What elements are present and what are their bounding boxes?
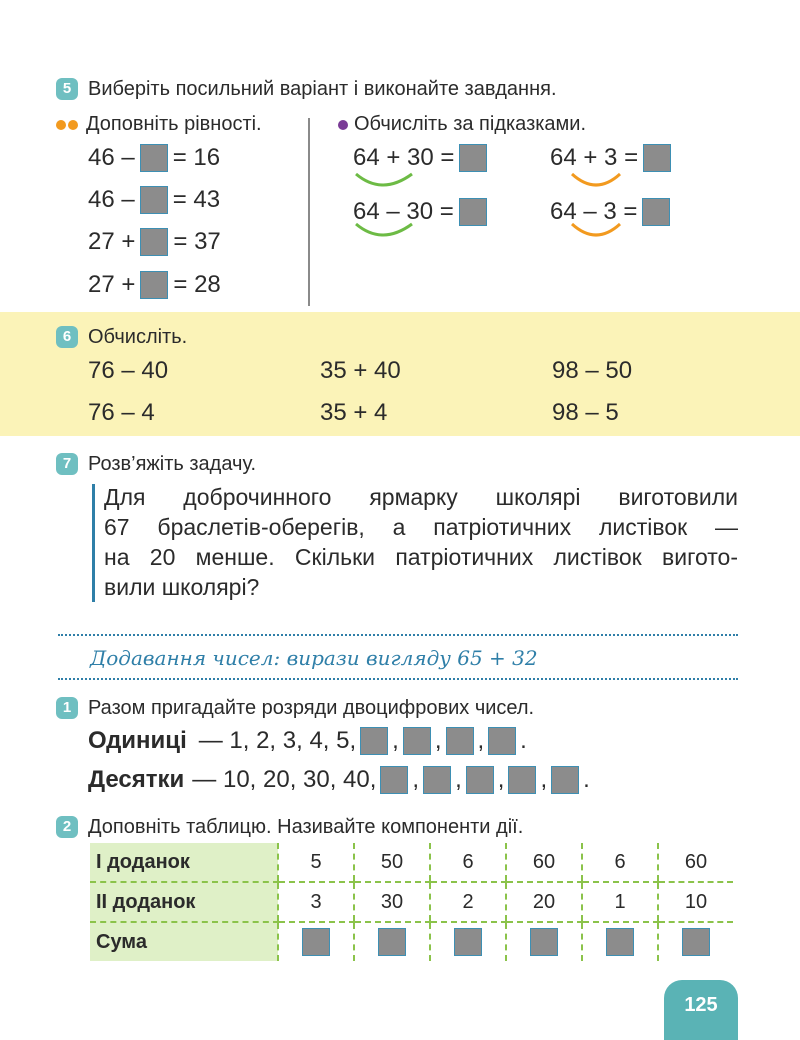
page-number: 125 [664, 980, 738, 1040]
table-cell: 10 [658, 882, 733, 922]
equation-row [88, 186, 220, 214]
table-cell: 60 [506, 843, 582, 882]
hint-arcs [350, 168, 690, 240]
orange-dot-icon [68, 120, 78, 130]
dotted-divider [58, 678, 738, 680]
units-row: Одиниці — 1, 2, 3, 4, 5, , , , . [88, 727, 527, 754]
answer-box[interactable] [423, 766, 451, 794]
equation-right: = 37 [173, 228, 221, 255]
table-cell: 30 [354, 882, 430, 922]
purple-dot-icon [338, 120, 348, 130]
answer-box[interactable] [488, 727, 516, 755]
problem-text [104, 482, 738, 602]
hint-expression: 64 + 3 = [550, 144, 639, 171]
table-cell: 60 [658, 843, 733, 882]
equation-row [88, 228, 221, 256]
answer-box[interactable] [403, 727, 431, 755]
dotted-divider [58, 634, 738, 636]
problem-line: на 20 менше. Скільки патріотичних листівок вигото- [104, 544, 738, 570]
table-cell: 50 [354, 843, 430, 882]
answer-box[interactable] [454, 928, 482, 956]
left-variant-header [56, 113, 262, 136]
equation-right: = 43 [172, 186, 221, 213]
problem-line: 67 браслетів-оберегів, а патріотичних листівок — [104, 514, 738, 540]
answer-box[interactable] [446, 727, 474, 755]
orange-arc-icon [572, 174, 620, 185]
equation-left: 46 – [88, 186, 135, 213]
hint-expression: 64 – 30 = [353, 198, 454, 225]
task-number-badge: 6 [56, 326, 78, 348]
column-divider [308, 118, 310, 306]
equation-right: = 16 [172, 144, 221, 171]
expression: 98 – 50 [552, 357, 633, 384]
orange-dot-icon [56, 120, 66, 130]
table-row [90, 843, 733, 882]
answer-box[interactable] [682, 928, 710, 956]
hint-expression: 64 + 30 = [353, 144, 455, 171]
tens-values: — 10, 20, 30, 40, [192, 766, 377, 793]
table-cell [278, 922, 354, 961]
table-cell: 6 [430, 843, 506, 882]
expression: 76 – 40 [88, 357, 169, 384]
right-variant-label: Обчисліть за підказками. [354, 113, 587, 135]
left-variant-label: Доповніть рівності. [86, 113, 262, 135]
task-number-badge: 2 [56, 816, 78, 838]
table-cell: 20 [506, 882, 582, 922]
hint-expression: 64 – 3 = [550, 198, 638, 225]
tens-row: Десятки — 10, 20, 30, 40, , , , , . [88, 766, 590, 793]
tens-label: Десятки [88, 766, 185, 793]
green-arc-icon [356, 224, 412, 235]
table-cell: 5 [278, 843, 354, 882]
row-label: ІІ доданок [90, 882, 278, 922]
equation-row [88, 144, 220, 172]
table-row [90, 922, 733, 961]
task-number-badge: 1 [56, 697, 78, 719]
equation-left: 46 – [88, 144, 135, 171]
row-label: Сума [90, 922, 278, 961]
table-cell [658, 922, 733, 961]
answer-box[interactable] [551, 766, 579, 794]
table-cell: 6 [582, 843, 658, 882]
problem-line: Для доброчинного ярмарку школярі виготовили [104, 484, 738, 510]
equation-right: = 28 [173, 271, 221, 298]
addition-table [90, 843, 733, 961]
table-cell [506, 922, 582, 961]
expression: 76 – 4 [88, 399, 155, 426]
equation-row [88, 271, 221, 299]
expression: 35 + 4 [320, 399, 388, 426]
answer-box[interactable] [378, 928, 406, 956]
table-cell: 2 [430, 882, 506, 922]
answer-box[interactable] [360, 727, 388, 755]
equation-left: 27 + [88, 271, 136, 298]
right-variant-header [338, 113, 586, 136]
task-title: Разом пригадайте розряди двоцифрових чисел. [88, 697, 535, 719]
task-number-badge: 5 [56, 78, 78, 100]
table-cell: 1 [582, 882, 658, 922]
expression: 35 + 40 [320, 357, 401, 384]
task-title: Обчисліть. [88, 326, 188, 348]
row-label: І доданок [90, 843, 278, 882]
answer-box[interactable] [508, 766, 536, 794]
task-title: Розв’яжіть задачу. [88, 453, 257, 475]
table-cell: 3 [278, 882, 354, 922]
answer-box[interactable] [140, 228, 168, 256]
answer-box[interactable] [302, 928, 330, 956]
expression: 98 – 5 [552, 399, 619, 426]
table-cell [582, 922, 658, 961]
task-title: Доповніть таблицю. Називайте компоненти дії. [88, 816, 524, 838]
answer-box[interactable] [140, 144, 168, 172]
problem-accent-bar [92, 484, 95, 602]
problem-line: вили школярі? [104, 574, 260, 600]
answer-box[interactable] [466, 766, 494, 794]
task-number-badge: 7 [56, 453, 78, 475]
orange-arc-icon [572, 224, 620, 235]
units-values: — 1, 2, 3, 4, 5, [198, 727, 357, 754]
units-label: Одиниці [88, 727, 187, 754]
table-cell [430, 922, 506, 961]
table-row [90, 882, 733, 922]
answer-box[interactable] [140, 186, 168, 214]
task-title: Виберіть посильний варіант і виконайте завдання. [88, 78, 557, 100]
green-arc-icon [356, 174, 412, 185]
answer-box[interactable] [606, 928, 634, 956]
equation-left: 27 + [88, 228, 136, 255]
answer-box[interactable] [140, 271, 168, 299]
answer-box[interactable] [530, 928, 558, 956]
table-cell [354, 922, 430, 961]
section-heading: Додавання чисел: вирази вигляду 65 + 32 [90, 646, 538, 670]
answer-box[interactable] [380, 766, 408, 794]
